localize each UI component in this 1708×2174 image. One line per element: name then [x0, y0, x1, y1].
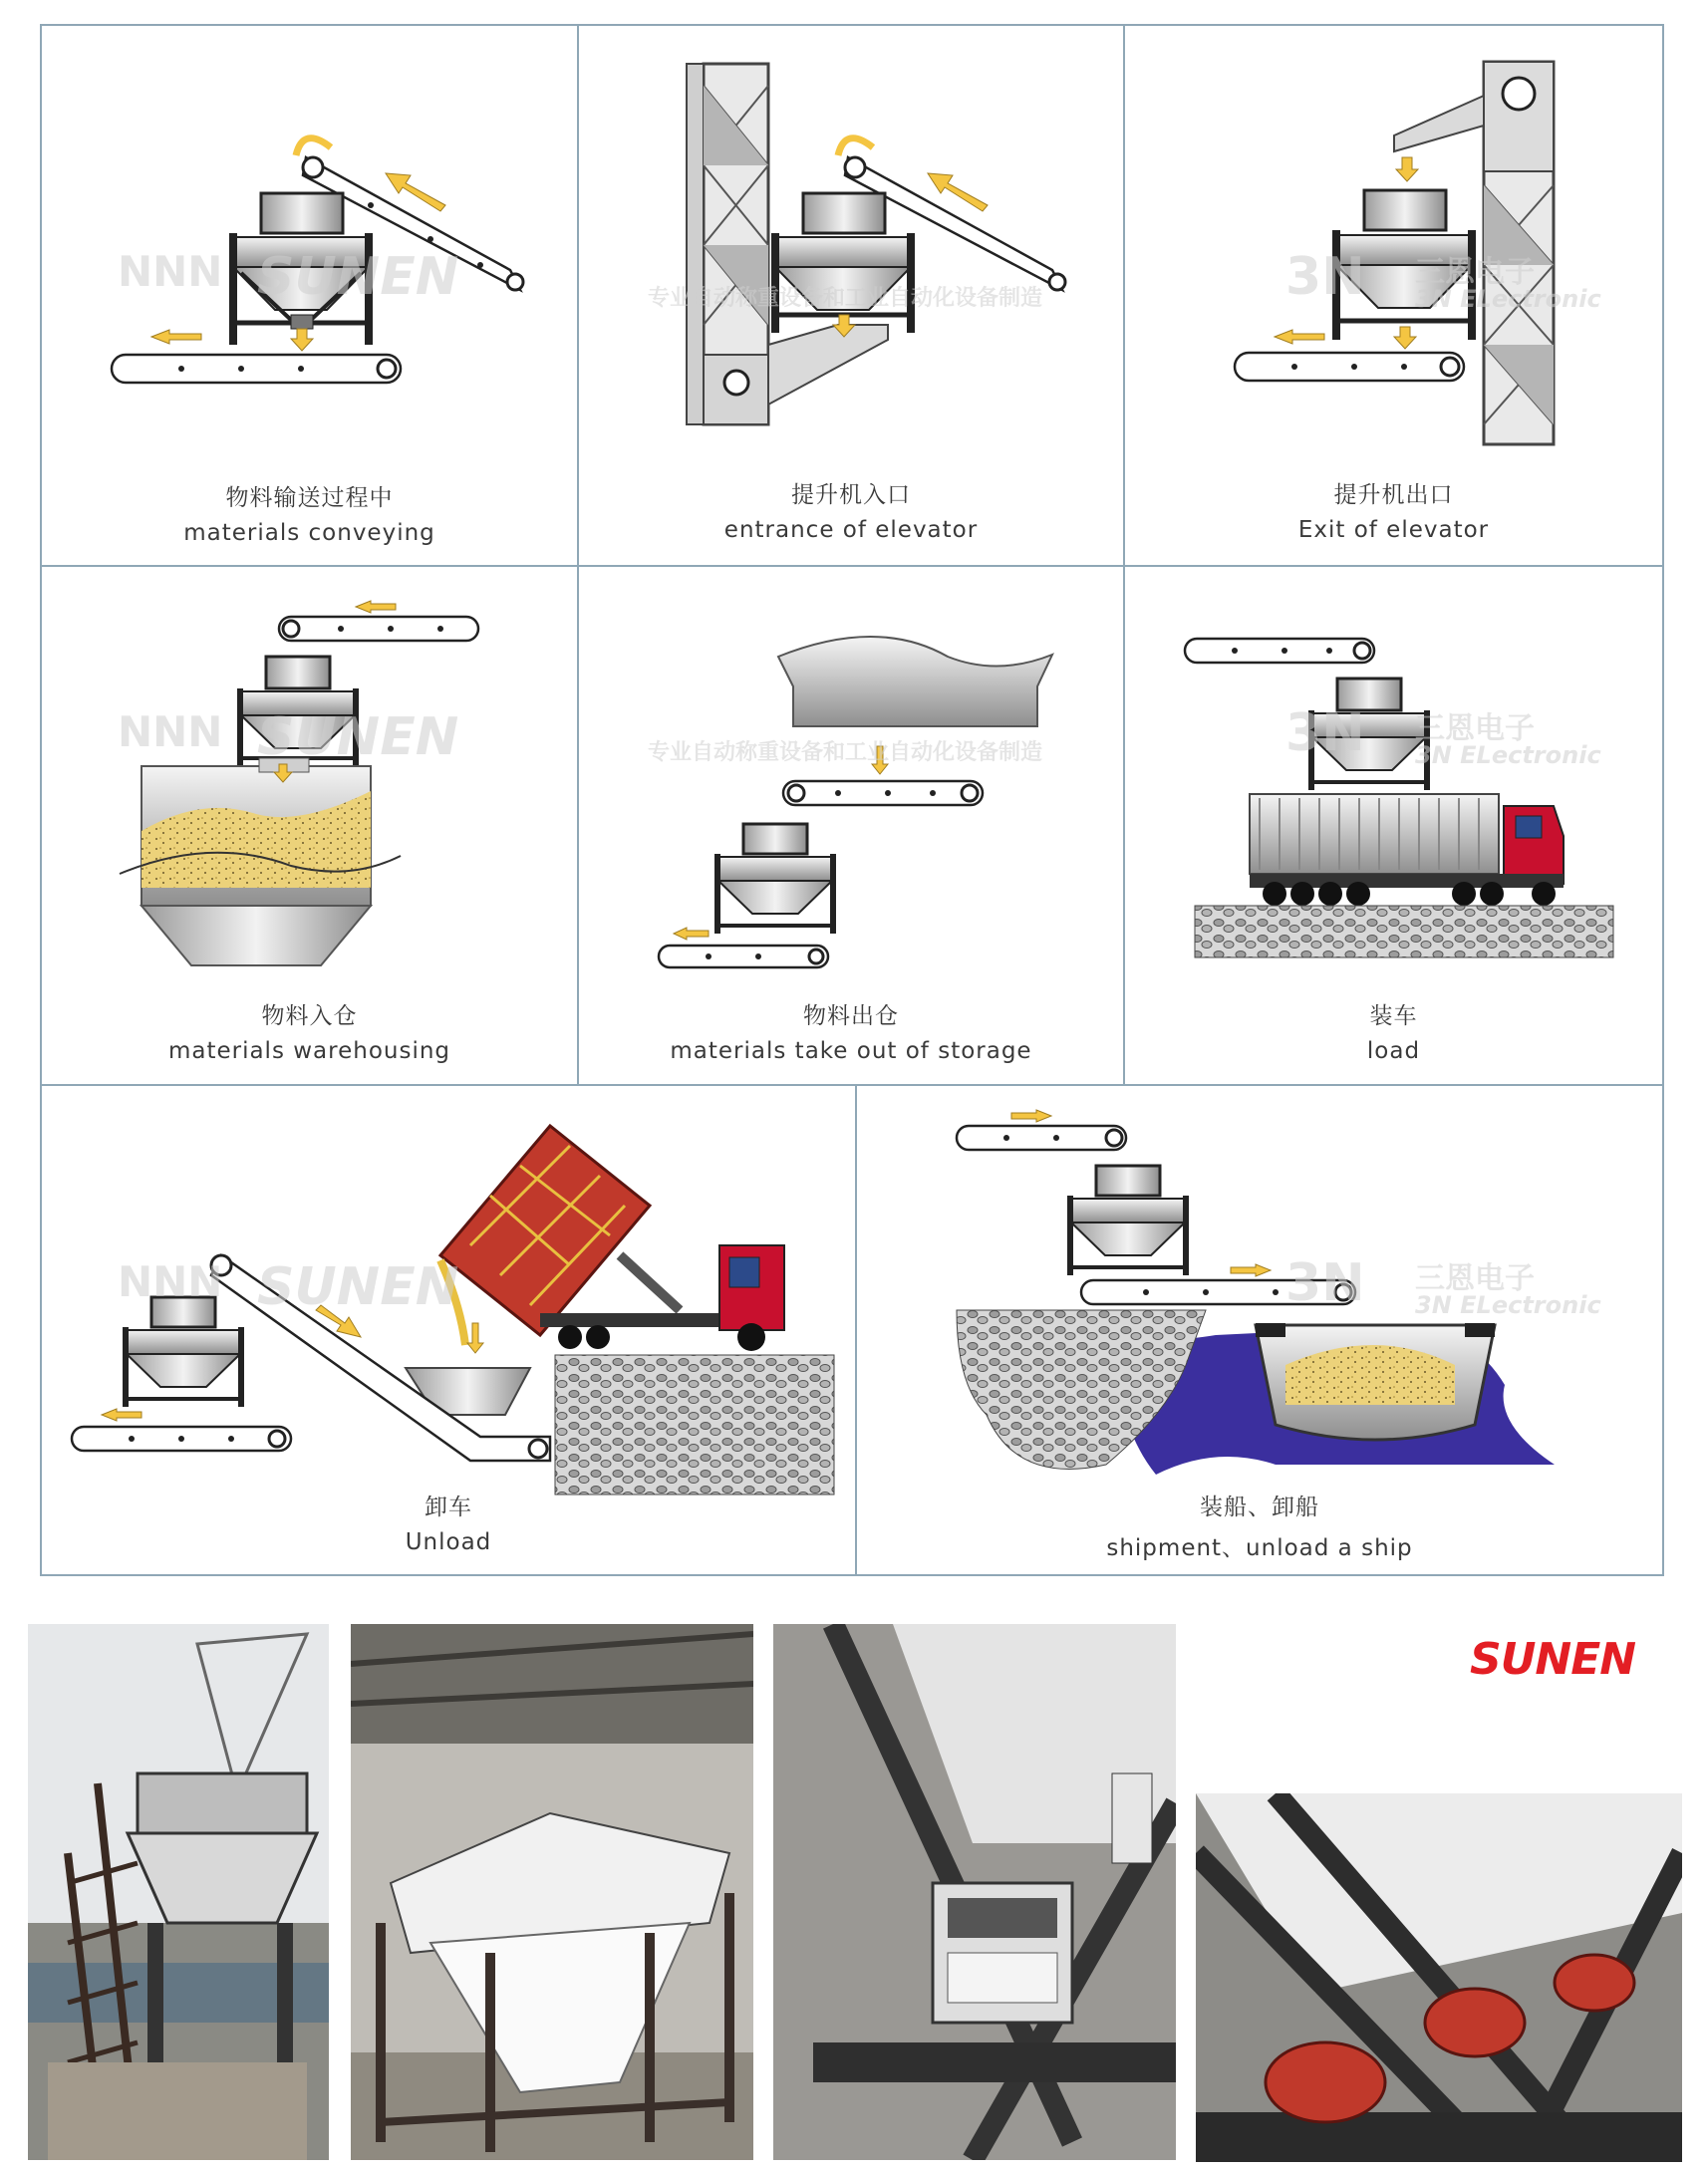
- left-arrow-icon: [1275, 330, 1324, 344]
- watermark-logo-left-2: NNN: [118, 707, 223, 756]
- watermark-zh-right-3: 三恩电子: [1415, 1261, 1535, 1296]
- left-arrow-icon: [151, 330, 201, 344]
- panel-title-en: Exit of elevator: [1297, 517, 1490, 543]
- panel-shipment: [857, 1086, 1662, 1574]
- down-arrow-icon: [872, 746, 888, 774]
- discharge-arrow-icon: [1396, 157, 1418, 181]
- right-arrow-icon-2: [1231, 1264, 1271, 1276]
- panel-exit-of-elevator: [1125, 26, 1662, 565]
- panel-load: [1125, 567, 1662, 1084]
- watermark-logo-right-3: 3N: [1285, 1253, 1365, 1313]
- top-conveyor: [957, 1126, 1126, 1150]
- feed-curve-arrow-icon: [838, 138, 873, 155]
- watermark-logo-left-3: NNN: [118, 1257, 223, 1306]
- watermark-logo-left: NNN: [118, 247, 223, 296]
- panel-materials-conveying: [42, 26, 577, 565]
- panel-title-en: materials take out of storage: [670, 1038, 1032, 1064]
- panel-title-en: materials warehousing: [167, 1038, 451, 1064]
- left-arrow-icon: [674, 928, 709, 940]
- panel-title-zh: 装船、卸船: [1200, 1495, 1319, 1520]
- bottom-conveyor: [659, 946, 828, 967]
- panel-title-zh: 装车: [1369, 1003, 1418, 1029]
- panel-title-zh: 物料入仓: [261, 1003, 358, 1029]
- top-conveyor: [279, 617, 478, 641]
- panel-title-zh: 卸车: [425, 1495, 472, 1520]
- truck: [1250, 794, 1564, 906]
- panel-title-en: shipment、unload a ship: [1106, 1535, 1413, 1561]
- photo-scale-control-box: [773, 1624, 1176, 2160]
- watermark-en-right-2: 3N ELectronic: [1415, 741, 1601, 769]
- watermark-brand-left: SUNEN: [257, 247, 459, 307]
- storage-bin: [778, 637, 1052, 726]
- weighing-scale: [1308, 679, 1430, 790]
- feed-curve-arrow-icon: [296, 138, 331, 155]
- panel-title-en: entrance of elevator: [723, 517, 979, 543]
- watermark-en-right-3: 3N ELectronic: [1415, 1291, 1601, 1319]
- watermark-zh-right: 三恩电子: [1415, 255, 1535, 290]
- left-arrow-icon: [102, 1409, 142, 1421]
- sunen-logo: SUNEN: [1470, 1634, 1636, 1685]
- watermark-en-right: 3N ELectronic: [1415, 285, 1601, 313]
- weighing-scale: [771, 193, 915, 333]
- panel-title-en: Unload: [405, 1529, 492, 1555]
- panel-title-zh: 提升机出口: [1333, 482, 1454, 508]
- panel-title-en: load: [1366, 1038, 1421, 1064]
- panel-title-zh: 提升机入口: [791, 482, 911, 508]
- bottom-conveyor: [1235, 353, 1464, 381]
- weighing-scale: [123, 1297, 244, 1407]
- weighing-scale: [1332, 190, 1476, 340]
- gravel-base: [1195, 906, 1613, 957]
- weighing-scale: [229, 193, 373, 345]
- gravel-base: [555, 1355, 834, 1495]
- weighing-scale: [237, 657, 359, 766]
- watermark-logo-right-2: 3N: [1285, 703, 1365, 763]
- down-arrow-icon: [467, 1323, 483, 1353]
- ship: [1256, 1323, 1495, 1440]
- panel-title-en: materials conveying: [183, 520, 435, 546]
- photo-workshop-scale: [351, 1624, 753, 2160]
- watermark-center-text: 专业自动称重设备和工业自动化设备制造: [648, 286, 1043, 311]
- panel-materials-warehousing: [42, 567, 577, 1084]
- photo-outdoor-scale: [28, 1624, 329, 2160]
- middle-conveyor: [783, 781, 983, 805]
- weighing-scale: [714, 824, 836, 934]
- silo: [120, 758, 401, 965]
- watermark-brand-left-2: SUNEN: [257, 707, 459, 767]
- top-conveyor: [1185, 639, 1374, 663]
- left-arrow-icon: [356, 601, 396, 613]
- panel-entrance-of-elevator: [579, 26, 1123, 565]
- watermark-brand-left-3: SUNEN: [257, 1257, 459, 1317]
- panel-materials-take-out-of-storage: [579, 567, 1123, 1084]
- watermark-logo-right: 3N: [1285, 247, 1365, 307]
- middle-conveyor: [1081, 1280, 1355, 1304]
- discharge-arrow-icon: [291, 329, 313, 351]
- panel-title-zh: 物料输送过程中: [225, 485, 394, 511]
- photo-load-cells: [1196, 1793, 1682, 2162]
- panel-unload: [42, 1086, 855, 1574]
- discharge-arrow-icon-2: [1394, 327, 1416, 349]
- bottom-conveyor: [112, 355, 401, 383]
- watermark-zh-right-2: 三恩电子: [1415, 711, 1535, 746]
- right-arrow-icon: [1011, 1110, 1051, 1122]
- panel-title-zh: 物料出仓: [803, 1003, 899, 1029]
- bottom-conveyor: [72, 1427, 291, 1451]
- weighing-scale: [1067, 1166, 1189, 1275]
- dump-truck: [440, 1126, 784, 1351]
- watermark-center-text-2: 专业自动称重设备和工业自动化设备制造: [648, 740, 1043, 765]
